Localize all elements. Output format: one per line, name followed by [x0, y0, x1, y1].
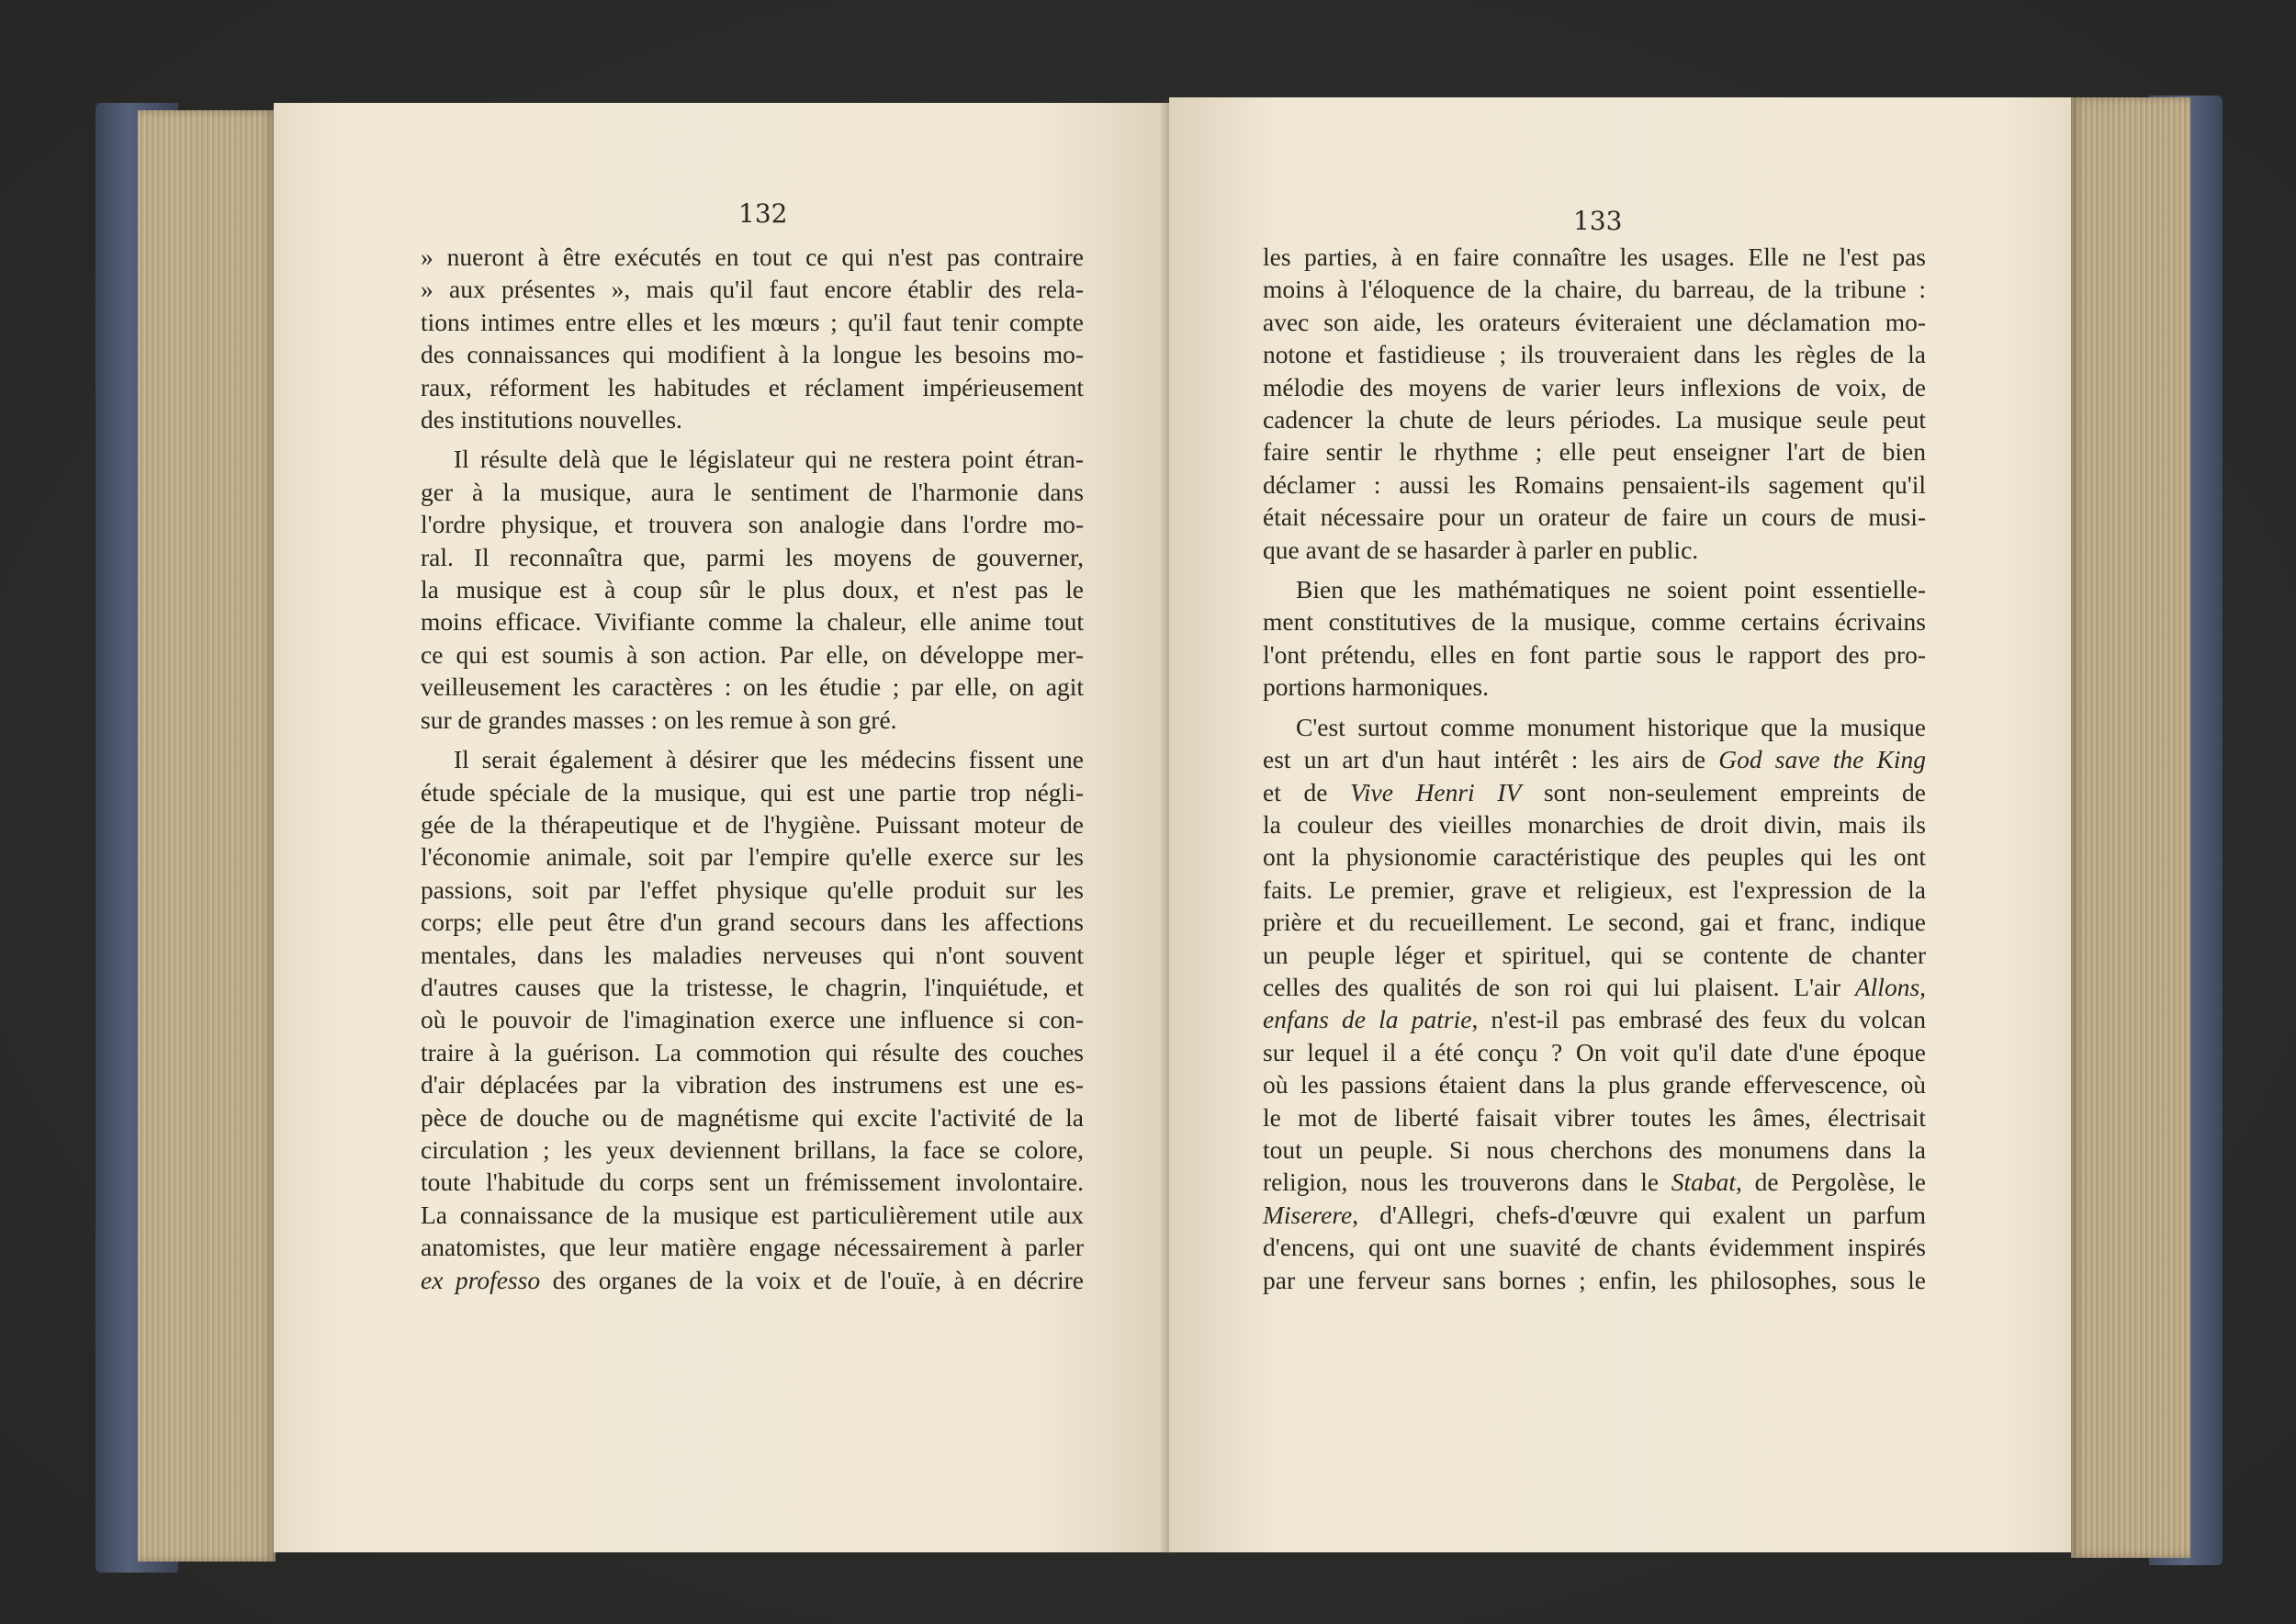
right-page-text	[1263, 241, 1926, 1296]
text-line: pèce de douche ou de magnétisme qui excite l'activité de la	[421, 1102, 1084, 1132]
text-line: ce qui est soumis à son action. Par elle, on développe mer-	[421, 639, 1084, 669]
text-line: ral. Il reconnaîtra que, parmi les moyens de gouverner,	[421, 542, 1084, 571]
text-line: gée de la thérapeutique et de l'hygiène. Puissant moteur de	[421, 809, 1084, 839]
text-line: La connaissance de la musique est particulièrement utile aux	[421, 1200, 1084, 1229]
text-line: notone et fastidieuse ; ils trouveraient dans les règles de la	[1263, 340, 1926, 369]
text-line: ger à la musique, aura le sentiment de l'harmonie dans	[421, 477, 1084, 506]
text-line: anatomistes, que leur matière engage nécessairement à parler	[421, 1233, 1084, 1262]
text-line: traire à la guérison. La commotion qui résulte des couches	[421, 1037, 1084, 1066]
text-line: » aux présentes », mais qu'il faut encore établir des rela-	[421, 275, 1084, 304]
text-line: Il résulte delà que le législateur qui ne restera point étran-	[454, 445, 1084, 474]
text-line	[1263, 1166, 1926, 1198]
text-line	[421, 1264, 1084, 1296]
text-line: sur de grandes masses : on les remue à son gré.	[421, 705, 897, 734]
text-span: est un art d'un haut intérêt : les airs de	[1263, 745, 1706, 774]
page-stack-right	[2071, 97, 2190, 1558]
text-line: C'est surtout comme monument historique que la musique	[1296, 712, 1926, 741]
text-line: mélodie des moyens de varier leurs inflexions de voix, de	[1263, 372, 1926, 401]
page-number-left: 132	[738, 198, 788, 229]
text-span: religion, nous les trouverons dans le	[1263, 1167, 1660, 1197]
text-line: l'ordre physique, et trouvera son analogie dans l'ordre mo-	[421, 510, 1084, 539]
text-line: par une ferveur sans bornes ; enfin, les philosophes, sous le	[1263, 1265, 1926, 1294]
text-line	[1263, 1199, 1926, 1231]
text-line: où le pouvoir de l'imagination exerce une influence si con-	[421, 1005, 1084, 1034]
italic-phrase: enfans de la patrie	[1263, 1005, 1472, 1034]
italic-phrase: Miserere	[1263, 1200, 1353, 1229]
text-line: Bien que les mathématiques ne soient point essentielle-	[1296, 575, 1926, 604]
text-line: d'autres causes que la tristesse, le chagrin, l'inquiétude, et	[421, 972, 1084, 1001]
text-line	[1263, 1003, 1926, 1035]
text-line	[1263, 776, 1926, 808]
left-page	[274, 103, 1169, 1552]
italic-phrase: God save the King	[1718, 745, 1926, 774]
text-line: que avant de se hasarder à parler en public.	[1263, 535, 1699, 564]
italic-phrase: Allons,	[1854, 972, 1927, 1001]
text-line: tout un peuple. Si nous cherchons des monumens dans la	[1263, 1134, 1926, 1164]
text-line: l'ont prétendu, elles en font partie sous le rapport des pro-	[1263, 639, 1926, 669]
text-line: déclamer : aussi les Romains pensaient-ils sagement qu'il	[1263, 469, 1926, 499]
text-line: était nécessaire pour un orateur de faire un cours de musi-	[1263, 502, 1926, 532]
text-line: la couleur des vieilles monarchies de droit divin, mais ils	[1263, 809, 1926, 839]
text-line: ment constitutives de la musique, comme certains écrivains	[1263, 607, 1926, 637]
text-line: Il serait également à désirer que les médecins fissent une	[454, 745, 1084, 774]
text-line: d'encens, qui ont une suavité de chants évidemment inspirés	[1263, 1233, 1926, 1262]
left-page-text	[421, 241, 1084, 1296]
text-line: sur lequel il a été conçu ? On voit qu'il date d'une époque	[1263, 1037, 1926, 1066]
text-line: des institutions nouvelles.	[421, 405, 682, 434]
text-line: portions harmoniques.	[1263, 672, 1489, 702]
text-line: un peuple léger et spirituel, qui se contente de chanter	[1263, 940, 1926, 969]
text-line: l'économie animale, soit par l'empire qu'elle exerce sur les	[421, 842, 1084, 872]
text-line: où les passions étaient dans la plus grande effervescence, où	[1263, 1070, 1926, 1100]
text-line: prière et du recueillement. Le second, gai et franc, indique	[1263, 908, 1926, 937]
text-line: corps; elle peut être d'un grand secours dans les affections	[421, 908, 1084, 937]
text-span: , n'est-il pas embrasé des feux du volcan	[1471, 1005, 1926, 1034]
text-line: faire sentir le rhythme ; elle peut enseigner l'art de bien	[1263, 437, 1926, 467]
text-line: toute l'habitude du corps sent un frémissement involontaire.	[421, 1167, 1084, 1197]
text-line: moins à l'éloquence de la chaire, du barreau, de la tribune :	[1263, 275, 1926, 304]
text-line: moins efficace. Vivifiante comme la chaleur, elle anime tout	[421, 607, 1084, 637]
page-stack-left	[138, 110, 276, 1562]
text-span: sont non-seulement empreints de	[1543, 777, 1926, 806]
text-line: raux, réforment les habitudes et réclament impérieusement	[421, 372, 1084, 401]
text-line: avec son aide, les orateurs éviteraient une déclamation mo-	[1263, 307, 1926, 336]
text-line	[1263, 743, 1926, 775]
text-line: la musique est à coup sûr le plus doux, et n'est pas le	[421, 575, 1084, 604]
text-line: » nueront à être exécutés en tout ce qui n'est pas contraire	[421, 242, 1084, 271]
text-line: des connaissances qui modifient à la longue les besoins mo-	[421, 340, 1084, 369]
text-line: mentales, dans les maladies nerveuses qui n'ont souvent	[421, 940, 1084, 969]
text-line: tions intimes entre elles et les mœurs ; qu'il faut tenir compte	[421, 307, 1084, 336]
text-line: faits. Le premier, grave et religieux, est l'expression de la	[1263, 874, 1926, 904]
text-line: étude spéciale de la musique, qui est une partie trop négli-	[421, 777, 1084, 806]
text-line: les parties, à en faire connaître les usages. Elle ne l'est pas	[1263, 242, 1926, 271]
text-span: , d'Allegri, chefs-d'œuvre qui exalent un parfum	[1352, 1200, 1926, 1229]
text-line: ont la physionomie caractéristique des peuples qui les ont	[1263, 842, 1926, 872]
page-number-right: 133	[1573, 206, 1623, 236]
italic-phrase: Stabat	[1671, 1167, 1737, 1197]
text-line: cadencer la chute de leurs périodes. La musique seule peut	[1263, 405, 1926, 434]
text-span: , de Pergolèse, le	[1736, 1167, 1927, 1197]
text-line: veilleusement les caractères : on les étudie ; par elle, on agit	[421, 672, 1084, 702]
text-line	[1263, 971, 1926, 1003]
italic-phrase: Vive Henri IV	[1350, 777, 1522, 806]
text-line: passions, soit par l'effet physique qu'elle produit sur les	[421, 874, 1084, 904]
text-line: circulation ; les yeux deviennent brillans, la face se colore,	[421, 1134, 1084, 1164]
text-span: et de	[1263, 777, 1328, 806]
text-span: celles des qualités de son roi qui lui plaisent. L'air	[1263, 972, 1841, 1001]
text-span: des organes de la voix et de l'ouïe, à en décrire	[552, 1265, 1085, 1294]
right-page	[1169, 97, 2071, 1552]
text-line: d'air déplacées par la vibration des instrumens est une es-	[421, 1070, 1084, 1100]
text-line: le mot de liberté faisait vibrer toutes les âmes, électrisait	[1263, 1102, 1926, 1132]
italic-phrase: ex professo	[421, 1265, 541, 1294]
